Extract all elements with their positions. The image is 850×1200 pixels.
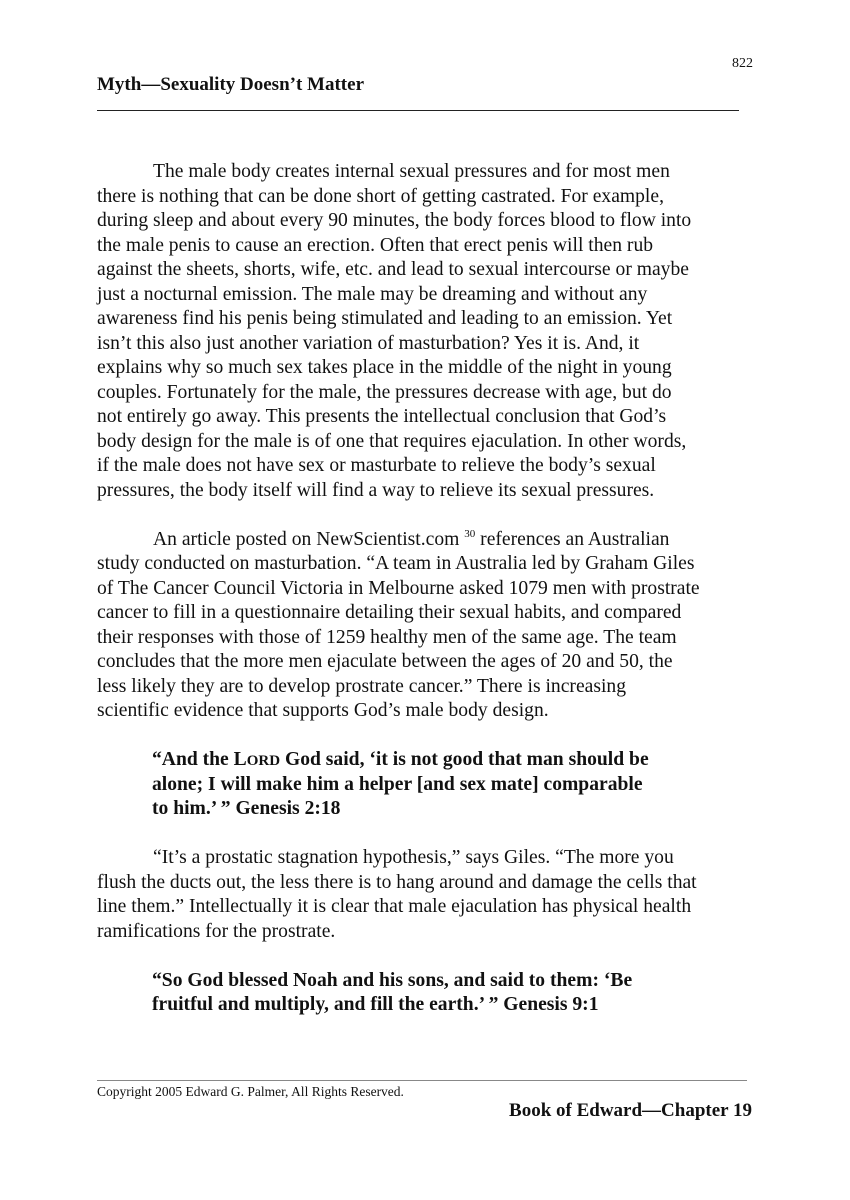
document-body: [97, 160, 757, 1018]
small-caps-run: ORD: [246, 753, 281, 769]
text-line: of The Cancer Council Victoria in Melbourne asked 1079 men with prostrate: [97, 577, 700, 599]
quote-line: alone; I will make him a helper [and sex mate] comparable: [152, 773, 643, 795]
paragraph-1: [97, 160, 757, 503]
chapter-title: Book of Edward—Chapter 19: [509, 1100, 752, 1121]
footer-rule: [97, 1080, 747, 1081]
text-line: not entirely go away. This presents the intellectual conclusion that God’s: [97, 406, 667, 427]
text-line: study conducted on masturbation. “A team in Australia led by Graham Giles: [97, 553, 695, 574]
scripture-quote-2: [97, 969, 757, 1018]
text-run: An article posted on NewScientist.com: [153, 528, 465, 550]
text-line: isn’t this also just another variation of masturbation? Yes it is. And, it: [97, 332, 640, 354]
text-run: “And the L: [152, 749, 247, 770]
text-line: pressures, the body itself will find a way to relieve its sexual pressures.: [97, 479, 655, 501]
paragraph-2: [97, 528, 757, 724]
text-line: concludes that the more men ejaculate between the ages of 20 and 50, the: [97, 651, 673, 672]
text-line: couples. Fortunately for the male, the pressures decrease with age, but do: [97, 381, 672, 403]
text-line: “It’s a prostatic stagnation hypothesis,” says Giles. “The more you: [153, 847, 674, 868]
text-line: flush the ducts out, the less there is to hang around and damage the cells that: [97, 871, 697, 893]
quote-line: fruitful and multiply, and fill the earth.’ ” Genesis 9:1: [152, 994, 599, 1015]
quote-line: “So God blessed Noah and his sons, and said to them: ‘Be: [152, 969, 633, 991]
text-line: cancer to fill in a questionnaire detailing their sexual habits, and compared: [97, 602, 682, 623]
text-line: awareness find his penis being stimulated and leading to an emission. Yet: [97, 308, 673, 329]
text-line: [97, 528, 757, 553]
text-line: their responses with those of 1259 healthy men of the same age. The team: [97, 626, 677, 648]
text-line: The male body creates internal sexual pressures and for most men: [153, 161, 670, 182]
text-line: less likely they are to develop prostrate cancer.” There is increasing: [97, 675, 627, 697]
text-line: body design for the male is of one that requires ejaculation. In other words,: [97, 430, 687, 452]
text-run: God said, ‘it is not good that man should be: [280, 749, 649, 770]
quote-line: to him.’ ” Genesis 2:18: [152, 798, 341, 819]
text-line: just a nocturnal emission. The male may be dreaming and without any: [97, 283, 648, 305]
text-line: ramifications for the prostrate.: [97, 920, 336, 942]
paragraph-3: [97, 846, 757, 944]
text-line: there is nothing that can be done short of getting castrated. For example,: [97, 185, 664, 207]
text-line: line them.” Intellectually it is clear that male ejaculation has physical health: [97, 896, 692, 917]
text-run: references an Australian: [475, 528, 670, 550]
text-line: during sleep and about every 90 minutes, the body forces blood to flow into: [97, 210, 692, 231]
page-number: 822: [732, 56, 753, 71]
text-line: the male penis to cause an erection. Often that erect penis will then rub: [97, 234, 654, 256]
text-line: scientific evidence that supports God’s male body design.: [97, 700, 549, 721]
text-line: against the sheets, shorts, wife, etc. and lead to sexual intercourse or maybe: [97, 259, 689, 280]
text-line: explains why so much sex takes place in the middle of the night in young: [97, 357, 672, 378]
copyright-notice: Copyright 2005 Edward G. Palmer, All Rights Reserved.: [97, 1084, 404, 1099]
page-header-title: Myth—Sexuality Doesn’t Matter: [97, 74, 365, 95]
text-line: if the male does not have sex or masturbate to relieve the body’s sexual: [97, 455, 656, 476]
quote-line: [97, 748, 757, 773]
scripture-quote-1: [97, 748, 757, 822]
header-rule: [97, 110, 739, 111]
footnote-reference[interactable]: 30: [464, 527, 476, 540]
